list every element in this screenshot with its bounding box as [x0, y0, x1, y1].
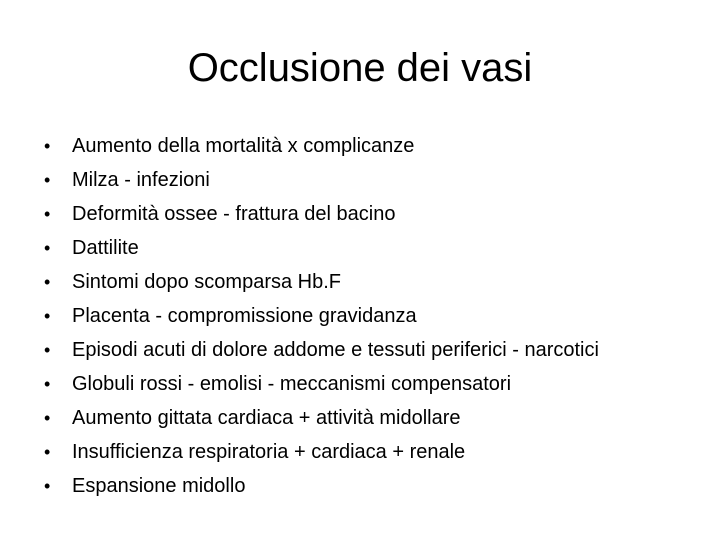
list-item-text: Insufficienza respiratoria + cardiaca + renale	[72, 441, 466, 463]
list-item	[44, 302, 684, 330]
list-item	[44, 472, 684, 500]
slide-title: Occlusione dei vasi	[187, 46, 533, 90]
bullet-icon: •	[44, 408, 51, 428]
bullet-icon: •	[44, 272, 51, 292]
list-item	[44, 166, 684, 194]
list-item-text: Milza - infezioni	[72, 169, 210, 191]
list-item	[44, 370, 684, 398]
list-item	[44, 234, 684, 262]
list-item-text: Sintomi dopo scomparsa Hb.F	[72, 271, 342, 293]
bullet-icon: •	[44, 204, 51, 224]
bullet-list	[44, 132, 684, 506]
list-item	[44, 268, 684, 296]
list-item	[44, 438, 684, 466]
bullet-icon: •	[44, 306, 51, 326]
list-item-text: Aumento della mortalità x complicanze	[72, 135, 415, 157]
list-item-text: Dattilite	[72, 237, 139, 259]
list-item	[44, 200, 684, 228]
bullet-icon: •	[44, 340, 51, 360]
list-item	[44, 404, 684, 432]
list-item	[44, 132, 684, 160]
bullet-icon: •	[44, 374, 51, 394]
list-item-text: Aumento gittata cardiaca + attività midollare	[72, 407, 461, 429]
list-item-text: Episodi acuti di dolore addome e tessuti periferici - narcotici	[72, 339, 599, 361]
bullet-icon: •	[44, 170, 51, 190]
list-item-text: Deformità ossee - frattura del bacino	[72, 203, 396, 225]
bullet-icon: •	[44, 238, 51, 258]
bullet-icon: •	[44, 136, 51, 156]
list-item-text: Placenta - compromissione gravidanza	[72, 305, 417, 327]
bullet-icon: •	[44, 476, 51, 496]
list-item-text: Globuli rossi - emolisi - meccanismi compensatori	[72, 373, 512, 395]
list-item	[44, 336, 684, 364]
bullet-icon: •	[44, 442, 51, 462]
list-item-text: Espansione midollo	[72, 475, 246, 497]
